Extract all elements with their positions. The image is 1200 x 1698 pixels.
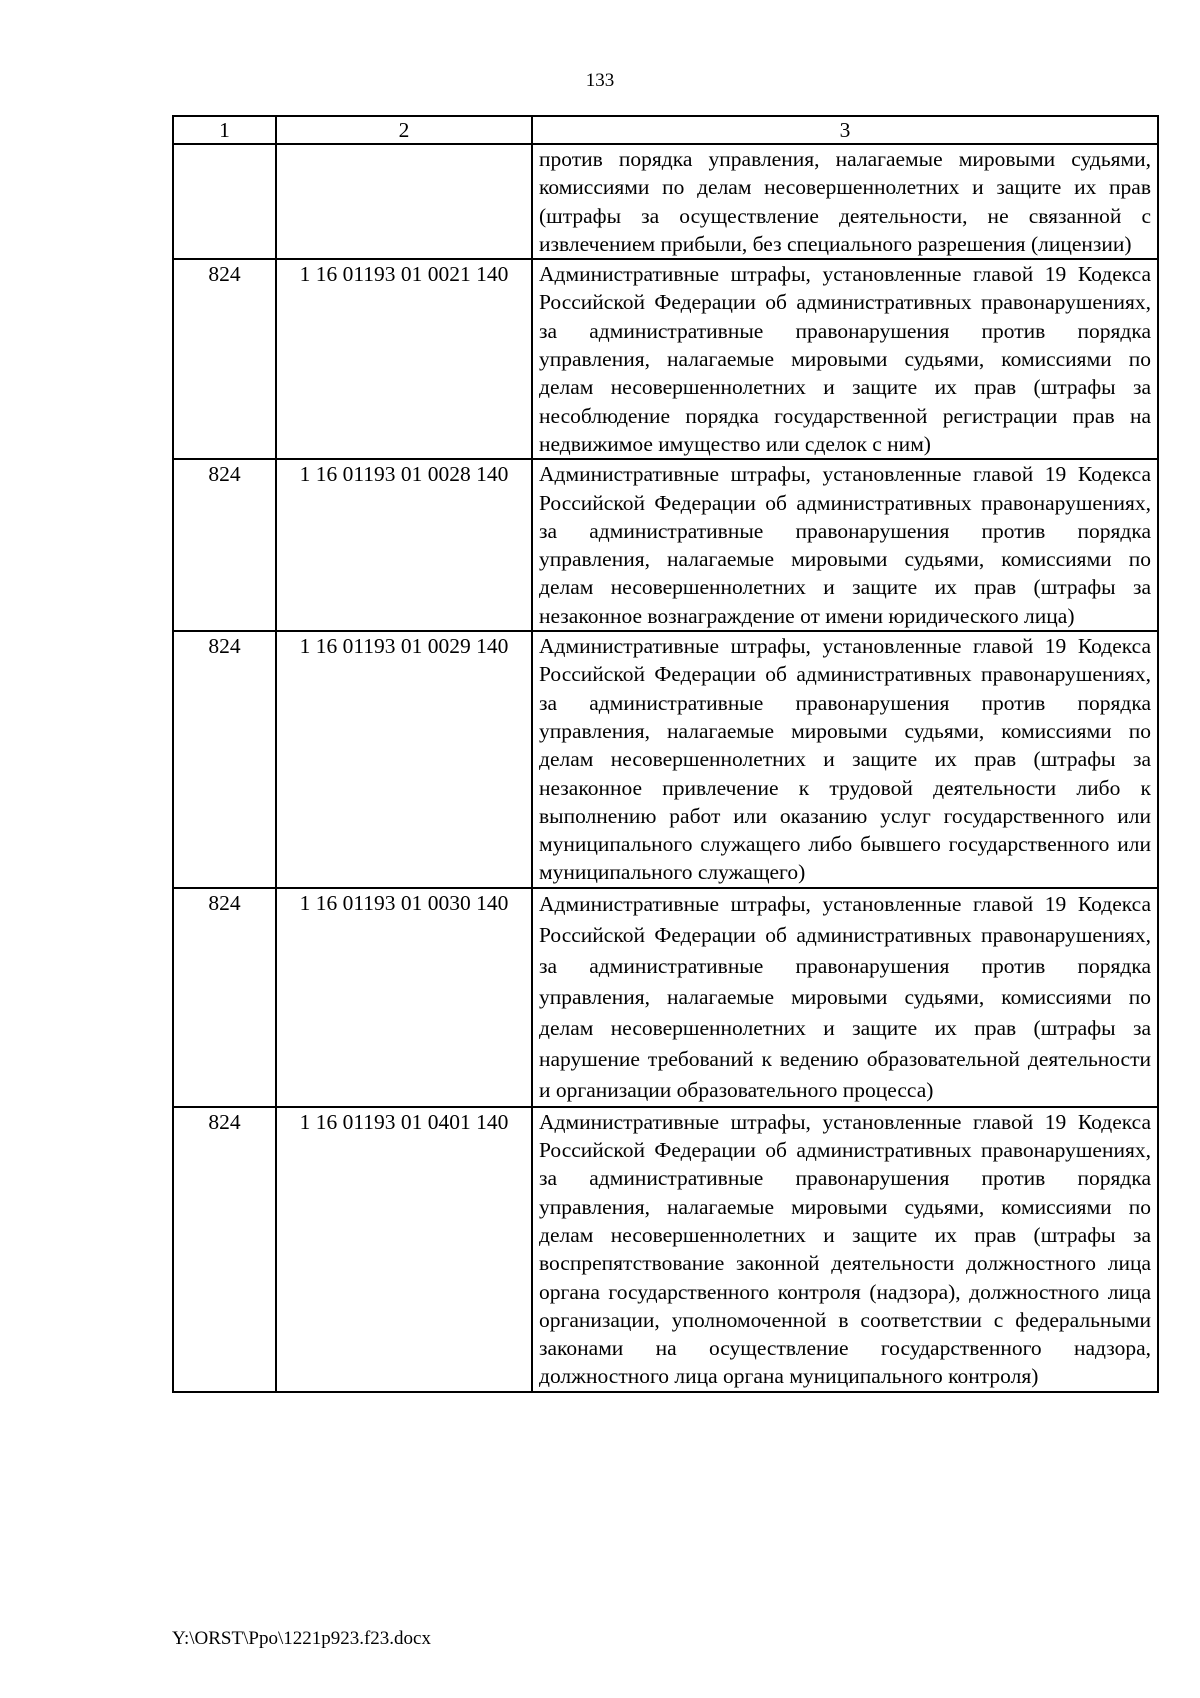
description-cell: Административные штрафы, установленные главой 19 Кодекса Российской Федерации об административных правонарушениях, за административные правонарушения против порядка управления, налагаемые мировыми судьями, комиссиями по делам несовершеннолетних и защите их прав (штрафы за несоблюдение порядка государственной регистрации прав на недвижимое имущество или сделок с ним) [532, 259, 1158, 459]
page-number: 133 [585, 70, 615, 91]
kbk-code-cell: 1 16 01193 01 0028 140 [276, 459, 532, 631]
description-cell: против порядка управления, налагаемые мировыми судьями, комиссиями по делам несовершеннолетних и защите их прав (штрафы за осуществление деятельности, не связанной с извлечением прибыли, без специального разрешения (лицензии) [532, 144, 1158, 259]
table-header-row [173, 116, 1158, 144]
description-cell: Административные штрафы, установленные главой 19 Кодекса Российской Федерации об административных правонарушениях, за административные правонарушения против порядка управления, налагаемые мировыми судьями, комиссиями по делам несовершеннолетних и защите их прав (штрафы за нарушение требований к ведению образовательной деятельности и организации образовательного процесса) [532, 888, 1158, 1107]
description-cell: Административные штрафы, установленные главой 19 Кодекса Российской Федерации об административных правонарушениях, за административные правонарушения против порядка управления, налагаемые мировыми судьями, комиссиями по делам несовершеннолетних и защите их прав (штрафы за незаконное вознаграждение от имени юридического лица) [532, 459, 1158, 631]
kbk-code-cell: 1 16 01193 01 0030 140 [276, 888, 532, 1107]
column-header-2: 2 [276, 116, 532, 144]
column-header-3: 3 [532, 116, 1158, 144]
footer-file-path: Y:\ORST\Ppo\1221p923.f23.docx [172, 1628, 431, 1649]
table-row [173, 144, 1158, 259]
table-row [173, 631, 1158, 888]
admin-code-cell: 824 [173, 631, 276, 888]
kbk-code-cell [276, 144, 532, 259]
table-row [173, 259, 1158, 459]
table-row [173, 459, 1158, 631]
kbk-code-cell: 1 16 01193 01 0021 140 [276, 259, 532, 459]
admin-code-cell: 824 [173, 1107, 276, 1392]
kbk-code-cell: 1 16 01193 01 0029 140 [276, 631, 532, 888]
table-row [173, 1107, 1158, 1392]
column-header-1: 1 [173, 116, 276, 144]
description-cell: Административные штрафы, установленные главой 19 Кодекса Российской Федерации об административных правонарушениях, за административные правонарушения против порядка управления, налагаемые мировыми судьями, комиссиями по делам несовершеннолетних и защите их прав (штрафы за воспрепятствование законной деятельности должностного лица органа государственного контроля (надзора), должностного лица организации, уполномоченной в соответствии с федеральными законами на осуществление государственного надзора, должностного лица органа муниципального контроля) [532, 1107, 1158, 1392]
kbk-code-cell: 1 16 01193 01 0401 140 [276, 1107, 532, 1392]
budget-codes-table [172, 115, 1159, 1393]
description-cell: Административные штрафы, установленные главой 19 Кодекса Российской Федерации об административных правонарушениях, за административные правонарушения против порядка управления, налагаемые мировыми судьями, комиссиями по делам несовершеннолетних и защите их прав (штрафы за незаконное привлечение к трудовой деятельности либо к выполнению работ или оказанию услуг государственного или муниципального служащего либо бывшего государственного или муниципального служащего) [532, 631, 1158, 888]
table-row [173, 888, 1158, 1107]
admin-code-cell: 824 [173, 259, 276, 459]
admin-code-cell: 824 [173, 459, 276, 631]
admin-code-cell: 824 [173, 888, 276, 1107]
admin-code-cell [173, 144, 276, 259]
